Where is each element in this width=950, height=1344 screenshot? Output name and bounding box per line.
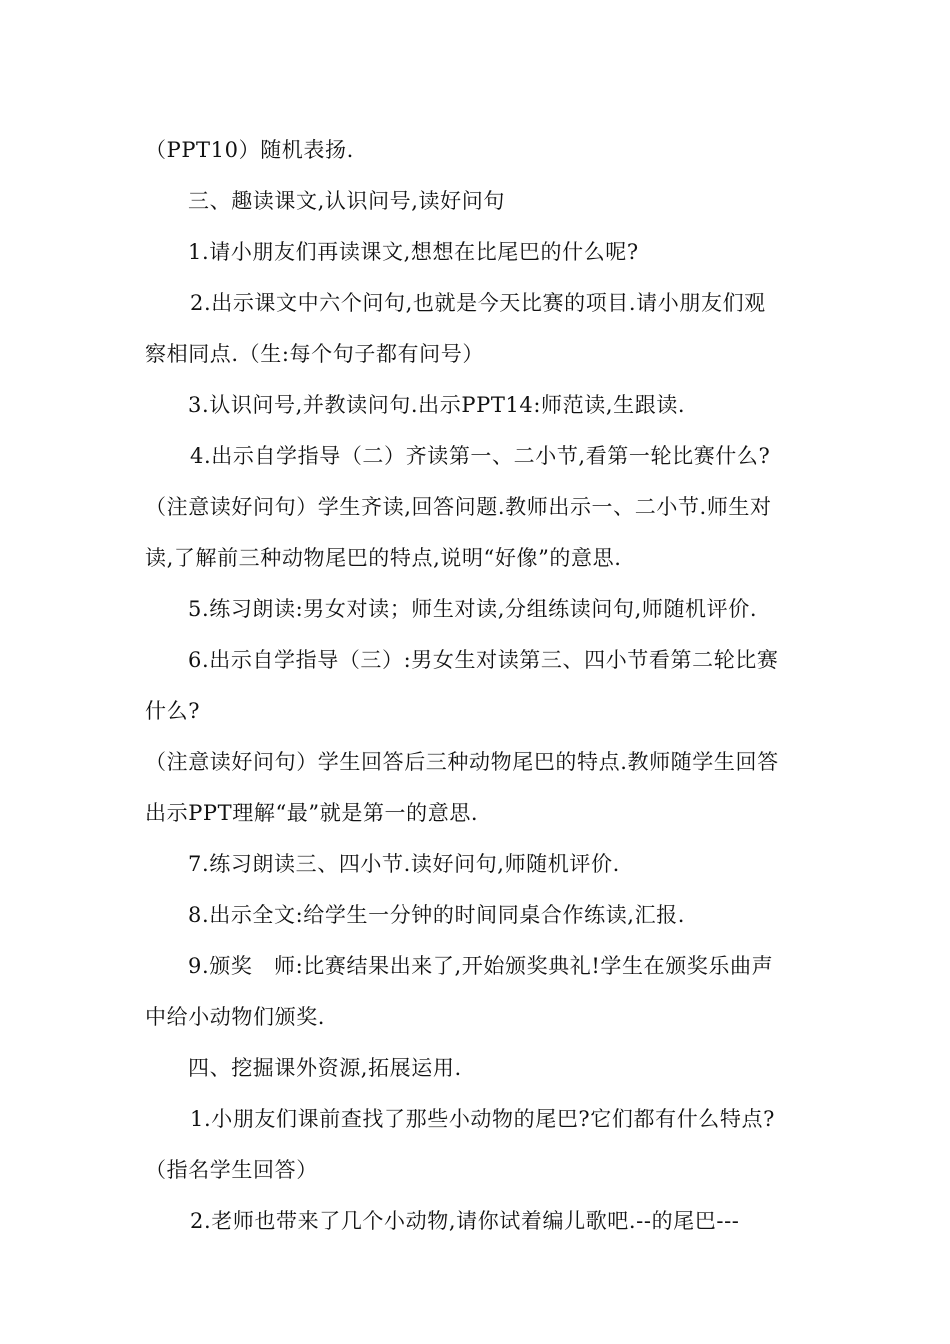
text-line: 出示PPT理解“最”就是第一的意思.	[145, 801, 479, 825]
text-line: 5.练习朗读:男女对读；师生对读,分组练读问句,师随机评价.	[188, 597, 758, 621]
text-line: 8.出示全文:给学生一分钟的时间同桌合作练读,汇报.	[188, 903, 686, 927]
text-line: 中给小动物们颁奖.	[145, 1005, 326, 1029]
text-line: 6.出示自学指导（三）:男女生对读第三、四小节看第二轮比赛	[188, 648, 779, 672]
text-line: 9.颁奖 师:比赛结果出来了,开始颁奖典礼!学生在颁奖乐曲声	[188, 954, 774, 978]
text-line: 1.小朋友们课前查找了那些小动物的尾巴?它们都有什么特点?	[190, 1107, 775, 1131]
text-line: 读,了解前三种动物尾巴的特点,说明“好像”的意思.	[145, 546, 622, 570]
text-line: 察相同点.（生:每个句子都有问号）	[145, 342, 484, 366]
text-line: 3.认识问号,并教读问句.出示PPT14:师范读,生跟读.	[188, 393, 686, 417]
text-line: 什么?	[145, 699, 201, 723]
text-line: 1.请小朋友们再读课文,想想在比尾巴的什么呢?	[188, 240, 639, 264]
text-line: （指名学生回答）	[145, 1158, 318, 1182]
text-line: （注意读好问句）学生齐读,回答问题.教师出示一、二小节.师生对	[145, 495, 772, 519]
text-line: 4.出示自学指导（二）齐读第一、二小节,看第一轮比赛什么?	[190, 444, 771, 468]
text-line: 7.练习朗读三、四小节.读好问句,师随机评价.	[188, 852, 620, 876]
section-heading: 三、趣读课文,认识问号,读好问句	[188, 189, 505, 213]
text-line: （注意读好问句）学生回答后三种动物尾巴的特点.教师随学生回答	[145, 750, 779, 774]
text-line: （PPT10）随机表扬.	[145, 138, 354, 162]
text-line: 2.出示课文中六个问句,也就是今天比赛的项目.请小朋友们观	[190, 291, 766, 315]
section-heading: 四、挖掘课外资源,拓展运用.	[188, 1056, 462, 1080]
text-line: 2.老师也带来了几个小动物,请你试着编儿歌吧.--的尾巴---	[190, 1209, 740, 1233]
